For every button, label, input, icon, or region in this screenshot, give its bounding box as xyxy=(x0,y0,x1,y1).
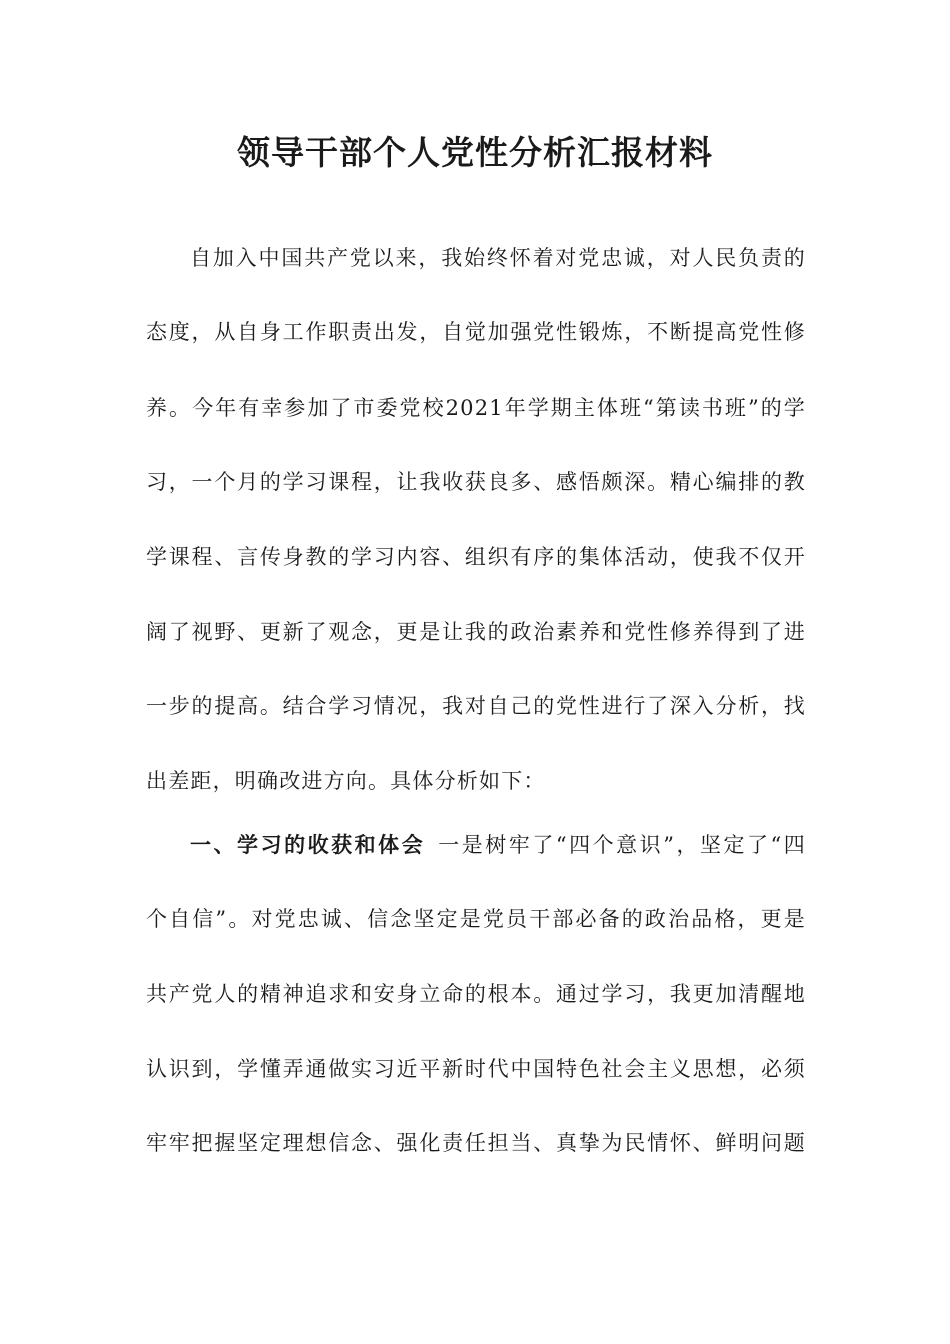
section-heading: 一、学习的收获和体会 xyxy=(190,832,426,857)
text-line: 个自信”。对党忠诚、信念坚定是党员干部必备的政治品格，更是 xyxy=(146,907,806,931)
text-line: 养。今年有幸参加了市委党校2021年学期主体班“第读书班”的学 xyxy=(146,396,806,420)
text-line: 学课程、言传身教的学习内容、组织有序的集体活动，使我不仅开 xyxy=(146,545,806,569)
text-line: 习，一个月的学习课程，让我收获良多、感悟颇深。精心编排的教 xyxy=(146,470,806,494)
text-line: 出差距，明确改进方向。具体分析如下： xyxy=(146,769,546,793)
text-line: 牢牢把握坚定理想信念、强化责任担当、真挚为民情怀、鲜明问题 xyxy=(146,1131,806,1155)
text-line: 阔了视野、更新了观念，更是让我的政治素养和党性修养得到了进 xyxy=(146,620,806,644)
text-line: 共产党人的精神追求和安身立命的根本。通过学习，我更加清醒地 xyxy=(146,982,806,1006)
text-line: 认识到，学懂弄通做实习近平新时代中国特色社会主义思想，必须 xyxy=(146,1057,806,1081)
text-line: 态度，从自身工作职责出发，自觉加强党性锻炼，不断提高党性修 xyxy=(146,320,806,344)
document-title: 领导干部个人党性分析汇报材料 xyxy=(237,133,713,172)
text-line: 一步的提高。结合学习情况，我对自己的党性进行了深入分析，找 xyxy=(146,694,806,718)
section-text: 一是树牢了“四个意识”，坚定了“四 xyxy=(436,833,806,857)
section-heading-line xyxy=(190,825,806,865)
text-line: 自加入中国共产党以来，我始终怀着对党忠诚，对人民负责的 xyxy=(190,246,806,270)
